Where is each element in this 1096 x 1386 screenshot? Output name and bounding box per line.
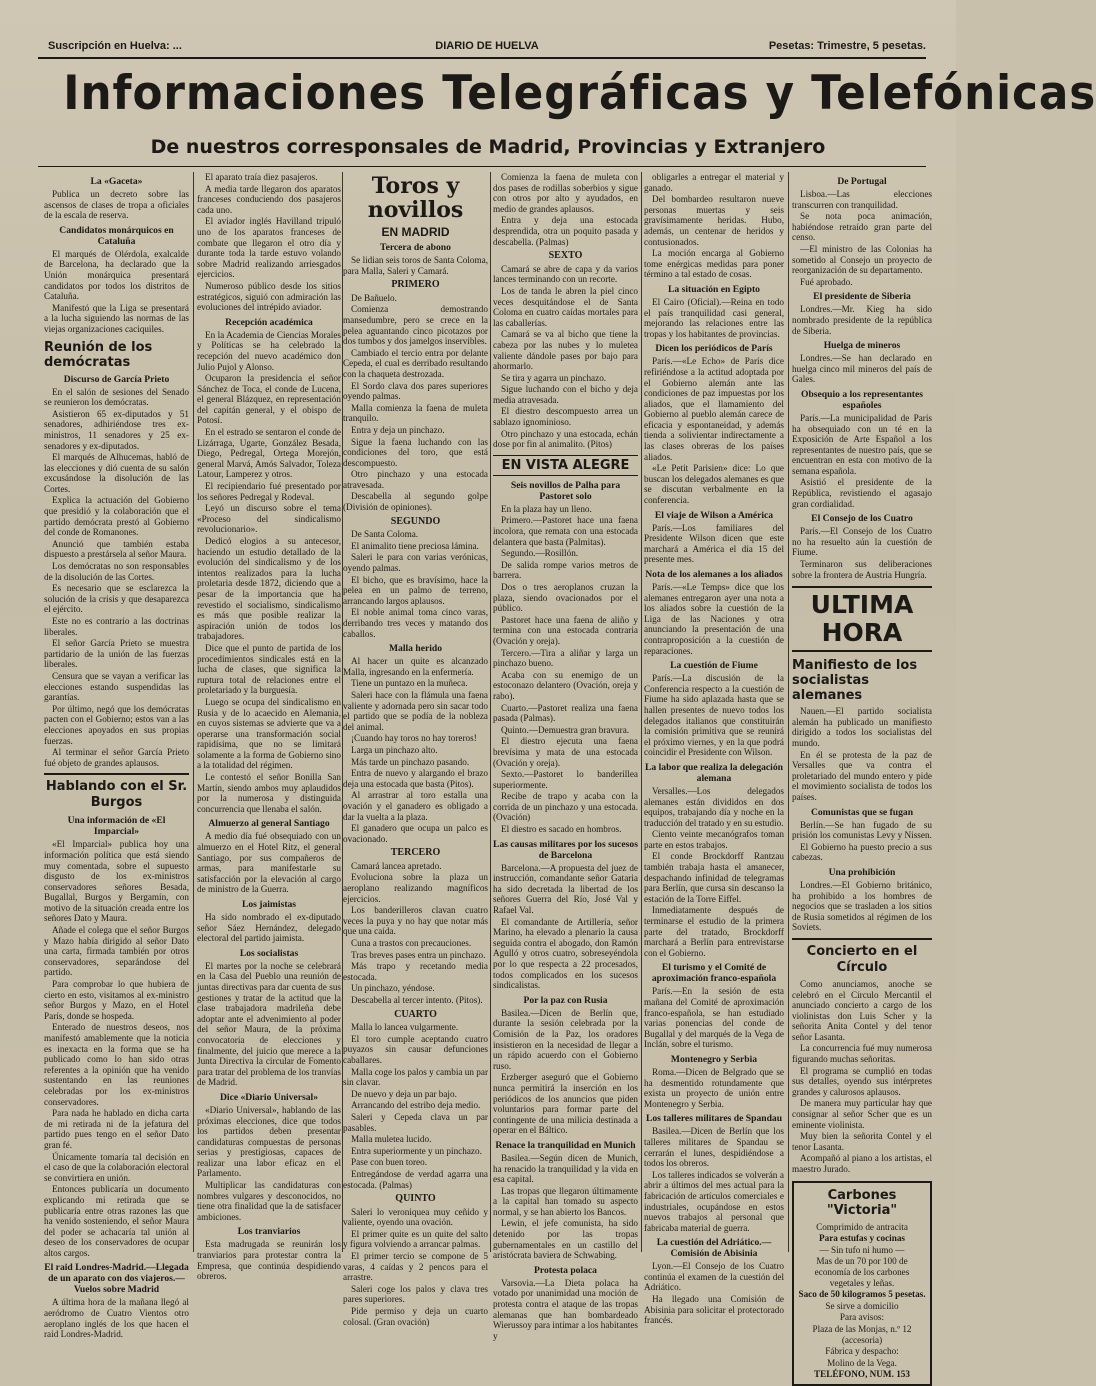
ad-line: — Sin tufo ni humo — [819, 1244, 905, 1255]
article-text: El programa se cumplió en todas sus detalles, oyendo sus intérpretes grandes y calurosos aplausos. [792, 1065, 932, 1097]
article-text: Otro pinchazo y una estocada atravesada. [343, 469, 488, 490]
article-text: Añade el colega que el señor Burgos y Mazo había dirigido al señor Dato una carta, firmada también por otros conservadores, separándose del partido. [44, 925, 189, 978]
ad-line: Mas de un 70 por 100 de economía de los carbones vegetales y leñas. [814, 1256, 910, 1288]
article-heading: El presidente de Siberia [813, 291, 911, 303]
headline-rule [38, 166, 926, 167]
article-text: Asistieron 65 ex-diputados y 51 senadores, adhiriéndose tres ex-ministros, 11 senadores y 25 ex-senadores y ex-diputados. [44, 408, 189, 451]
column-rule [490, 172, 491, 1252]
article-text: Manifestó que la Liga se presentará a la lucha siguiendo las normas de las viejas organizaciones caciquiles. [44, 302, 189, 334]
article-heading: Reunión de los demócratas [44, 339, 153, 370]
article-text: París.—En la sesión de esta mañana del Comité de aproximación franco-española, se han estudiado varias ponencias del conde de Bugallal y del marqués de la Vega de Inclán, sobre el turismo. [644, 986, 784, 1050]
article-heading: El raid Londres-Madrid.—Llegada de un aparato con dos viajeros.—Vuelos sobre Madrid [44, 1262, 189, 1296]
article-text: Esta madrugada se reunirán los tranviarios para protestar contra la Empresa, que continúa despidiendo obreros. [197, 1239, 341, 1282]
article-text: Londres.—El Gobierno británico, ha prohibido a los hombres de negocios que se trasladen a los sitios de Rusia sometidos al régimen de los Soviets. [792, 879, 932, 933]
article-heading: Los tranviarios [237, 1226, 301, 1238]
article-text: El martes por la noche se celebrará en la Casa del Pueblo una reunión de juntas directivas para dar cuenta de sus gestiones y tratar de la actitud que la clase trabajadora madrileña debe adoptar ante el advenimiento al poder del señor Maura, de la próxima convocatoria de elecciones y finalmente, del juicio que merece a la Junta Directiva la circular de Fomento para tratar del problema de los tranvías de Madrid. [197, 960, 341, 1088]
article-text: Anunció que también estaba dispuesto a prestársela al señor Maura. [44, 538, 189, 560]
bull-number: PRIMERO [391, 279, 440, 291]
article-text: Saleri le para con varias verónicas, oyendo palmas. [343, 552, 488, 574]
article-text: Segundo.—Rosillón. [501, 548, 579, 559]
article-text: Londres.—Mr. Kieg ha sido nombrado presidente de la república de Siberia. [792, 304, 932, 336]
article-text: El marqués de Alhucemas, habló de las elecciones y dió cuenta de su salón excusándose la disolución de las Cortes. [44, 452, 189, 494]
article-heading: Recepción académica [225, 316, 313, 328]
article-text: Basilea.—Dicen de Berlín que, durante la sesión celebrada por la Comisión de la Paz, los oradores insistieron en la necesidad de llegar a un rápido acuerdo con el Gobierno ruso. [493, 1007, 638, 1071]
article-text: Más tarde un pinchazo pasando. [351, 756, 470, 767]
article-text: Pase con buen toreo. [351, 1157, 428, 1168]
article-text: «Diario Universal», hablando de las próximas elecciones, dice que todos los partidos deben presentar candidaturas compuestas de personas serias y prestigiosas, capaces de realizar una labor eficaz en el Parlamento. [197, 1104, 341, 1179]
article-text: Barcelona.—A propuesta del juez de instrucción, comandante señor Gataria ha sido decretada la libertad de los señores Guerra del Río, José Val y Rafael Val. [493, 862, 638, 916]
article-heading: Dice «Diario Universal» [219, 1091, 319, 1103]
article-heading: La cuestión del Adriático.—Comisión de Abisinia [656, 1237, 772, 1260]
column-2 [197, 172, 341, 1282]
article-heading: Renace la tranquilidad en Munich [495, 1139, 636, 1151]
price-note: Pesetas: Trimestre, 5 pesetas. [768, 40, 926, 52]
article-text: Camará se abre de capa y da varios lances terminando con un recorte. [493, 263, 638, 285]
article-text: Camará lancea apretado. [351, 860, 442, 871]
article-text: El Gobierno ha puesto precio a sus cabezas. [792, 841, 932, 863]
article-heading: Nota de los alemanes a los aliados [645, 569, 783, 580]
bull-number: TERCERO [390, 847, 441, 859]
article-text: Ocuparon la presidencia el señor Sánchez de Toca, el conde de Lucena, el general Blázquez, en representación del capitán general, y el obispo de Potosí. [197, 373, 341, 426]
article-heading: Los jaimistas [241, 899, 297, 910]
article-text: Enterado de nuestros deseos, nos manifestó amablemente que la noticia es inexacta en la forma que se ha publicado como lo han sido otras referentes a la opinión que ha venido sustentando en las reuniones celebradas por los ex-ministros conservadores. [44, 1022, 189, 1107]
article-text: Sigue luchando con el bicho y deja media atravesada. [493, 384, 638, 405]
article-text: El bicho, que es bravísimo, hace la pelea en un palmo de terreno, arrancando largos aplausos. [343, 574, 488, 606]
article-heading: La cuestión de Fiume [670, 660, 758, 672]
article-text: Leyó un discurso sobre el tema «Proceso del sindicalismo revolucionario». [197, 503, 341, 535]
article-text: El recipiendario fué presentado por los señores Pedregal y Rodeval. [197, 481, 341, 502]
column-4 [493, 172, 638, 1341]
article-text: Los banderilleros clavan cuatro veces la puya y no hay que notar más que una caída. [343, 905, 488, 937]
article-text: Inmediatamente después de terminarse el estudio de la primera parte del tratado, Brockdorff marchará a Berlín para entrevistarse con el Gobierno. [644, 905, 784, 958]
article-heading: Malla herido [388, 643, 443, 655]
article-text: El ganadero que ocupa un palco es ovacionado. [343, 823, 488, 844]
column-6 [792, 172, 932, 1380]
article-text: Camará se va al bicho que tiene la cabeza por las nubes y lo muletea valiente dándole pases por bajo para ahormarlo. [493, 329, 638, 372]
article-text: Las tropas que llegaron últimamente a la capital han tomado su aspecto normal, y se han abierto los Bancos. [493, 1185, 638, 1217]
article-text: Saleri lo veroniquea muy ceñido y valiente, oyendo una ovación. [343, 1206, 488, 1228]
article-heading: Los socialistas [239, 947, 299, 959]
article-text: Se nota poca animación, habiéndose retraído gran parte del censo. [792, 211, 932, 243]
article-heading: De Portugal [837, 176, 887, 187]
article-text: Saleri coge los palos y clava tres pares superiores. [343, 1283, 488, 1305]
article-text: Acompañó al piano a los artistas, el maestro Jurado. [792, 1153, 932, 1174]
article-text: Evoluciona sobre la plaza un aeroplano realizando magníficos ejercicios. [343, 872, 488, 904]
article-text: Al hacer un quite es alcanzado Malla, ingresando en la enfermería. [343, 656, 488, 677]
article-text: En la Academia de Ciencias Morales y Políticas se ha celebrado la recepción del nuevo académico don Julio Pujol y Alonso. [197, 329, 341, 372]
article-text: Para comprobar lo que hubiera de cierto en esto, visitamos al ex-ministro señor Burgos y Mazo, en el Hotel París, donde se hospeda. [44, 979, 189, 1021]
article-text: Un pinchazo, yéndose. [351, 983, 435, 994]
section-heading: EN MADRID [381, 225, 450, 239]
article-text: Le contestó el señor Bonilla San Martín, siendo ambos muy aplaudidos por la numerosa y distinguida concurrencia que llenaba el salón. [197, 772, 341, 814]
article-heading: Seis novillos de Palha para Pastoret solo [510, 479, 621, 502]
article-heading: La «Gaceta» [90, 176, 143, 187]
article-text: Ha llegado una Comisión de Abisinia para solicitar el protectorado francés. [644, 1294, 784, 1326]
article-heading: Concierto en el Círculo [792, 938, 932, 976]
article-text: A media tarde llegaron dos aparatos franceses conduciendo dos pasajeros cada uno. [197, 183, 341, 215]
article-text: Cuarto.—Pastoret realiza una faena pasada (Palmas). [493, 702, 638, 724]
article-text: Terminaron sus deliberaciones sobre la frontera de Austria Hungría. [792, 559, 932, 580]
article-text: Numeroso público desde los sitios estratégicos, siguió con admiración las evoluciones del intrépido aviador. [197, 280, 341, 313]
article-heading: Protesta polaca [534, 1264, 597, 1276]
article-subheading: Una información de «El Imparcial» [67, 815, 166, 838]
ad-line: Saco de 50 kilogramos 5 pesetas. [798, 1289, 926, 1300]
article-text: Pastoret hace una faena de aliño y termina con una estocada contraria (Ovación y oreja). [493, 614, 638, 646]
article-text: Los demócratas no son responsables de la disolución de las Cortes. [44, 561, 189, 582]
article-text: Erzberger aseguró que el Gobierno nunca permitirá la inserción en los periódicos de los anuncios que piden voluntarios para formar parte del contingente de una milicia destinada a operar en el Báltico. [493, 1072, 638, 1136]
section-heading: EN VISTA ALEGRE [493, 455, 638, 476]
column-rule [641, 172, 642, 1252]
article-heading: Por la paz con Rusia [523, 994, 608, 1006]
article-heading: Tercera de abono [380, 242, 451, 253]
bull-number: SEGUNDO [390, 515, 441, 527]
masthead [48, 40, 926, 56]
ad-line: Comprimido de antracita [816, 1221, 908, 1232]
article-heading: La labor que realiza la delegación alemana [645, 761, 783, 784]
article-text: El aviador inglés Havilland tripuló uno de los aparatos franceses de combate que llegaron el otro día y durante toda la tarde estuvo volando sobre Madrid realizando arriesgados ejercicios. [197, 216, 341, 280]
article-text: La concurrencia fué muy numerosa figurando muchas señoritas. [792, 1043, 932, 1065]
article-text: Larga un pinchazo alto. [351, 744, 438, 755]
article-text: El Sordo clava dos pares superiores oyendo palmas. [343, 380, 488, 402]
article-text: Censura que se vayan a verificar las elecciones estando suspendidas las garantías. [44, 670, 189, 703]
article-text: Lisboa.—Las elecciones transcurren con tranquilidad. [792, 189, 932, 210]
article-text: Este no es contrario a las doctrinas liberales. [44, 616, 189, 637]
article-text: El noble animal toma cinco varas, derribando tres veces y matando dos caballos. [343, 607, 488, 639]
article-text: En la plaza hay un lleno. [501, 503, 592, 514]
article-text: A medio día fué obsequiado con un almuerzo en el Hotel Ritz, el general Santiago, por sus compañeros de armas, para manifestarle su satisfacción por la elevación al cargo de ministro de la Guerra. [197, 831, 341, 895]
column-5 [644, 172, 784, 1326]
article-text: Saleri hace con la flámula una faena valiente y adornada pero sin sacar todo el partido que se podía de la nobleza del animal. [343, 689, 488, 732]
article-text: Entregándose de verdad agarra una estocada. (Palmas) [343, 1168, 488, 1190]
article-text: ¡Cuando hay toros no hay toreros! [351, 733, 477, 744]
article-text: Cambiado el tercio entra por delante Cepeda, el cual es derribado resultando con la chaqueta destrozada. [343, 347, 488, 379]
article-text: La moción encarga al Gobierno tome enérgicas medidas para poner término a tal estado de cosas. [644, 248, 784, 280]
article-heading: Candidatos monárquicos en Cataluña [59, 224, 174, 247]
coal-advertisement [792, 1181, 932, 1386]
article-text: De salida rompe varios metros de barrera. [493, 559, 638, 581]
ad-line: Molino de la Vega. [827, 1357, 897, 1368]
article-text: El diestro ejecuta una faena brevísima y mata de una estocada (Ovación y oreja). [493, 736, 638, 768]
article-text: En él se protesta de la paz de Versalles que va contra el proletariado del mundo entero y pide el movimiento socialista de todos los países. [792, 749, 932, 802]
article-heading: Las causas militares por los sucesos de Barcelona [493, 838, 638, 861]
article-text: Lyon.—El Consejo de los Cuatro continúa el examen de la cuestión del Adriático. [644, 1261, 784, 1293]
newspaper-name: DIARIO DE HUELVA [435, 40, 539, 52]
article-text: Luego se ocupa del sindicalismo en Rusia y de lo acaecido en Alemania, en cuyos sistemas se advierte que va a operarse una transformación social rapidísima, que no se limitará solamente a la forma de Gobierno sino a la totalidad del régimen. [197, 696, 341, 771]
article-text: Cuna a trastos con precauciones. [351, 938, 472, 949]
article-text: Se tira y agarra un pinchazo. [501, 372, 607, 383]
article-text: Entra y deja una estocada desprendida, otra un poquito pasada y descabella. (Palmas) [493, 215, 638, 247]
article-text: El comandante de Artillería, señor Marino, ha elevado a plenario la causa seguida contra el abogado, don Ramón Agulló y otros cuatro, sobreseyéndola por lo que respecta a 22 procesados, todos complicados en los sucesos sindicalistas. [493, 916, 638, 991]
article-text: Arrancando del estribo deja medio. [351, 1100, 481, 1111]
article-text: obligarles a entregar el material y ganado. [644, 172, 784, 193]
article-text: Fué aprobado. [800, 276, 853, 287]
article-text: El señor García Prieto se muestra partidario de la unión de las fuerzas liberales. [44, 638, 189, 670]
bull-number: SEXTO [548, 250, 583, 262]
article-text: Comienza demostrando mansedumbre, pero se crece en la pelea aguantando cinco picotazos por dos tumbos y dos jamelgos inservibles. [343, 304, 488, 347]
article-text: El Cairo (Oficial).—Reina en todo el país tranquilidad casi general, mejorando las relaciones entre las tropas y los habitantes de provincias. [644, 296, 784, 339]
article-text: A última hora de la mañana llegó al aeródromo de Cuatro Vientos otro aeroplano inglés de los que hacen el raid Londres-Madrid. [44, 1297, 189, 1340]
article-text: El primer tercio se compone de 5 varas, 4 caídas y 2 pencos para el arrastre. [343, 1251, 488, 1283]
article-heading: El turismo y el Comité de aproximación franco-española [651, 962, 777, 985]
ad-line: Se sirve a domicilio [825, 1300, 899, 1311]
article-text: El diestro es sacado en hombros. [501, 824, 622, 835]
column-rule [193, 172, 194, 1252]
article-text: Entra de nuevo y alargando el brazo deja una estocada que basta (Pitos). [343, 768, 488, 789]
article-text: Roma.—Dicen de Belgrado que se ha desmentido rotundamente que exista un proyecto de unión entre Montenegro y Serbia. [644, 1066, 784, 1109]
subscription-note: Suscripción en Huelva: ... [48, 40, 182, 52]
last-hour-banner: ULTIMA HORA [792, 586, 932, 652]
article-text: París.—«Le Echo» de París dice refiriéndose a la actitud adoptada por el Gobierno alemán ante las condiciones de paz impuestas por los aliados, que el llamamiento del Gobierno al pueblo alemán carece de eficacia y espontaneidad, y además tienda a solivientar indirectamente a las clases obreras de los países aliados. [644, 356, 784, 462]
article-heading: El viaje de Wilson a América [654, 509, 774, 521]
article-text: Dos o tres aeroplanos cruzan la plaza, siendo ovacionados por el público. [493, 582, 638, 614]
article-text: Comienza la faena de muleta con dos pases de rodillas soberbios y sigue con otros por alto y ayudados, en medio de grandes aplausos. [493, 172, 638, 214]
column-1 [44, 172, 189, 1340]
sub-headline: De nuestros corresponsales de Madrid, Provincias y Extranjero [150, 136, 826, 158]
article-text: Muy bien la señorita Contel y el tenor Lasanta. [792, 1131, 932, 1152]
article-heading: Comunistas que se fugan [810, 806, 914, 818]
article-text: Por último, negó que los demócratas pacten con el Gobierno; estos van a las elecciones apoyados en sus propias fuerzas. [44, 703, 189, 746]
article-text: El conde Brockdorff Rantzau también trabaja hasta el amanecer, despachando infinidad de telegramas para Berlín, que cursa sin descanso la estación de la Torre Eiffel. [644, 851, 784, 904]
article-text: Basilea.—Según dicen de Munich, ha renacido la tranquilidad y la vida en esa capital. [493, 1152, 638, 1185]
article-text: Multiplicar las candidaturas con nombres vulgares y desconocidos, no tiene otra finalidad que la de satisfacer ambiciones. [197, 1180, 341, 1222]
article-text: Otro pinchazo y una estocada, echán dose por fin al animalito. (Pitos) [493, 428, 638, 450]
article-text: París.—La municipalidad de París ha obsequiado con un té en la Exposición de Arte Español a los representantes de nuestro país, que se encuentran en esta con motivo de la semana española. [792, 412, 932, 476]
article-text: Es necesario que se esclarezca la solución de la crisis y que desaparezca el ejército. [44, 583, 189, 615]
article-text: Berlín.—Se han fugado de su prisión los comunistas Levy y Nissen. [792, 819, 932, 841]
article-text: De Bañuelo. [351, 292, 397, 303]
article-text: Dedicó elogios a su antecesor, haciendo un estudio detallado de la evolución del sindicalismo y de los intentos realizados para la lucha proletaria desde 1872, diciendo que a pesar de la importancia que ha revestido el socialismo, sindicalismo es más que posible realizar la aspiración unión de todos los trabajadores. [197, 536, 341, 642]
article-text: Malla coge los palos y cambia un par sin clavar. [343, 1066, 489, 1088]
article-text: Al arrastrar al toro estalla una ovación y el ganadero es obligado a dar la vuelta a la plaza. [343, 790, 488, 822]
article-heading: Obsequio a los representantes españoles [801, 388, 923, 411]
article-text: Únicamente tomaría tal decisión en el caso de que la colaboración electoral se convirtiera en unión. [44, 1151, 189, 1183]
bull-number: QUINTO [395, 1193, 436, 1205]
article-text: El marqués de Olérdola, exalcalde de Barcelona, ha declarado que la Unión monárquica presentará candidatos por todos los distritos de Cataluña. [44, 248, 189, 302]
article-text: El aparato traía diez pasajeros. [205, 172, 318, 182]
article-text: Ciento veinte mecanógrafos toman parte en estos trabajos. [644, 829, 784, 850]
article-text: Londres.—Se han declarado en huelga cinco mil mineros del país de Gales. [792, 353, 932, 385]
article-text: Quinto.—Demuestra gran bravura. [501, 724, 630, 735]
article-text: Nauen.—El partido socialista alemán ha publicado un manifiesto dirigido a todos los socialistas del mundo. [792, 706, 932, 748]
article-text: —El ministro de las Colonias ha sometido al Consejo un proyecto de reorganización de su departamento. [792, 243, 932, 276]
article-text: Entra y deja un pinchazo. [351, 424, 445, 435]
article-text: De manera muy particular hay que consignar al señor Scher que es un eminente violinista. [792, 1098, 932, 1130]
article-text: Dice que el punto de partida de los procedimientos sindicales está en la lucha de clases, que significa la ruptura total de relaciones entre el proletariado y la burguesía. [197, 642, 341, 696]
article-text: París.—El Consejo de los Cuatro no ha resuelto aún la cuestión de Fiume. [792, 526, 932, 558]
article-heading: Manifiesto de los socialistas alemanes [792, 658, 918, 704]
article-text: Entonces publicaría un documento explicando mi retirada que se publicaría entre otras razones las que ha venido sosteniendo, el señor Maura del poder se achacaría tal unión al deseo de los conservadores de ocupar altos cargos. [44, 1184, 189, 1258]
article-text: Tras breves pases entra un pinchazo. [351, 949, 486, 960]
article-text: El toro cumple aceptando cuatro puyazos sin causar defunciones caballares. [343, 1033, 488, 1065]
article-text: Los talleres indicados se volverán a abrir a últimos del mes actual para la fabricación de artículos comerciales e industriales, ocupándose en estos nuevos trabajos al personal que fabricaba material de guerra. [644, 1169, 784, 1233]
article-text: El animalito tiene preciosa lámina. [351, 540, 479, 551]
article-text: El primer quite es un quite del salto y figura volviendo a arrancar palmas. [343, 1228, 488, 1250]
article-heading: Almuerzo al general Santiago [208, 818, 330, 830]
article-heading: Huelga de mineros [823, 340, 901, 352]
article-text: El diestro descompuesto arrea un sablazo ignominioso. [493, 406, 638, 428]
article-text: «Le Petit Parisien» dice: Lo que buscan los delegados alemanes es que se discutan verbalmente en la conferencia. [644, 463, 784, 506]
bullfight-headline: Toros y novillos [367, 173, 464, 223]
article-heading: Hablando con el Sr. Burgos [44, 773, 189, 811]
column-rule [788, 172, 789, 1252]
article-text: Explica la actuación del Gobierno que presidió y la colaboración que el partido demócrata prestó al Gobierno del conde de Romanones. [44, 495, 189, 538]
article-text: Asistió el presidente de la República, revistiendo el agasajo gran cordialidad. [792, 477, 932, 509]
article-heading: Los talleres militares de Spandau [645, 1113, 783, 1125]
article-text: Descabella al segundo golpe (División de opiniones). [343, 491, 488, 513]
ad-title: Carbones "Victoria" [826, 1187, 898, 1218]
article-text: Del bombardeo resultaron nueve personas muertas y seis gravísimamente heridas. Hubo, además, un centenar de heridos y contusionados. [644, 194, 784, 247]
ad-line: Fábrica y despacho: [825, 1346, 899, 1357]
article-text: Sigue la faena luchando con las condiciones del toro, que está descompuesto. [343, 436, 488, 468]
article-text: Basilea.—Dicen de Berlín que los talleres militares de Spandau se cerrarán el lunes, despidiéndose a todos los obreros. [644, 1126, 784, 1169]
article-text: Primero.—Pastoret hace una faena incolora, que remata con una estocada delantera que basta (Palmitas). [493, 515, 638, 547]
article-text: Lewin, el jefe comunista, ha sido detenido por las tropas gubernamentales en un castillo del aristócrata baviera de Schwabing. [493, 1218, 638, 1261]
article-heading: Dicen los periódicos de París [655, 343, 773, 355]
article-text: Saleri y Cepeda clava un par pasables. [343, 1111, 488, 1133]
article-heading: Una prohibición [828, 866, 896, 878]
article-text: Pide permiso y deja un cuarto colosal. (Gran ovación) [343, 1306, 488, 1327]
article-heading: La situación en Egipto [668, 283, 760, 295]
article-text: Al terminar el señor García Prieto fué objeto de grandes aplausos. [44, 747, 189, 768]
article-text: Varsovia.—La Dieta polaca ha votado por unanimidad una moción de protesta contra el ataque de las tropas alemanas que han bombardeado Wierussoy para intimar a los habitantes y [493, 1277, 638, 1341]
article-subheading: Discurso de García Prieto [63, 373, 170, 385]
article-text: En el salón de sesiones del Senado se reunieron los demócratas. [44, 386, 189, 408]
ad-line: Para avisos: [839, 1312, 885, 1323]
article-text: De nuevo y deja un par bajo. [351, 1088, 457, 1099]
article-text: Sexto.—Pastoret lo banderillea superiormente. [493, 769, 638, 790]
article-text: París.—Los familiares del Presidente Wilson dicen que este marchará a América el día 15 del presente mes. [644, 522, 784, 565]
masthead-rule [38, 57, 926, 59]
article-text: Versalles.—Los delegados alemanes están divididos en dos equipos, trabajando día y noche en la traducción del tratado y en su estudio. [644, 785, 784, 828]
article-text: Ha sido nombrado el ex-diputado señor Sáez Hernández, delegado electoral del partido jaimista. [197, 912, 341, 944]
article-text: Publica un decreto sobre las ascensos de clases de tropa a oficiales de la escala de reserva. [44, 189, 189, 221]
article-text: Recibe de trapo y acaba con la corrida de un pinchazo y una estocada. (Ovación) [493, 791, 638, 823]
article-text: Para nada he hablado en dicha carta de mi retirada ni de la jefatura del partido pues tengo en el señor Dato gran fé. [44, 1108, 189, 1150]
article-text: Tercero.—Tira a aliñar y larga un pinchazo bueno. [493, 647, 638, 669]
article-text: Tiene un puntazo en la muñeca. [351, 678, 468, 689]
ad-line: TELÉFONO, NUM. 153 [814, 1369, 910, 1380]
article-text: «El Imparcial» publica hoy una información política que está siendo muy comentada, sobre el supuesto disgusto de los ex-ministros conservadores señores Besada, Bugallal, Burgos y Bergamín, con motivo de la situación creada entre los señores Dato y Maura. [44, 839, 189, 924]
article-text: París.—La discusión de la Conferencia respecto a la cuestión de Fiume ha sido aplazada hasta que se hallen presentes de nuevo todos los delegados italianos que constituirán la comisión primitiva que se reunirá el próximo viernes, y en la que podrá coincidir el Presidente con Wilson. [644, 673, 784, 758]
article-text: Se lidian seis toros de Santa Coloma, para Malla, Saleri y Camará. [343, 255, 488, 276]
article-text: Entra superiormente y un pinchazo. [351, 1145, 482, 1156]
article-text: Acaba con su enemigo de un estoconazo delantero (Ovación, oreja y rabo). [493, 669, 638, 701]
article-text: En el estrado se sentaron el conde de Lizárraga, Ugarte, González Besada, Diego, Pedregal, Ortega Morejón, general Marvá, Amós Salvador, Toleza Latour, Lamperez y otros. [197, 427, 341, 480]
article-text: Como anunciamos, anoche se celebró en el Círculo Mercantil el anunciado concierto a cargo de los violinistas don Luis Scher y la señorita Anita Contel y del tenor señor Lasanta. [792, 978, 932, 1042]
main-headline: Informaciones Telegráficas y Telefónicas [63, 66, 1096, 121]
article-text: París.—«Le Temps» dice que los alemanes entregaron ayer una nota a los aliados sobre la cuestión de la Liga de las Naciones y otra anunciando la presentación de una contraproposición a la cuestión de reparaciones. [644, 582, 784, 656]
bull-number: CUARTO [394, 1008, 437, 1020]
column-3 [343, 172, 489, 1327]
ad-line: Para estufas y cocinas [819, 1233, 905, 1244]
article-heading: Montenegro y Serbia [670, 1053, 758, 1065]
article-text: Malla comienza la faena de muleta tranquilo. [343, 402, 488, 424]
article-text: Los de tanda le abren la piel cinco veces desquitándose el de Santa Coloma en cuatro caídas mortales para las caballerías. [493, 285, 638, 328]
article-text: De Santa Coloma. [351, 529, 419, 540]
article-text: Descabella al tercer intento. (Pitos). [351, 995, 483, 1005]
article-text: Más trapo y recetando media estocada. [343, 961, 488, 982]
article-heading: El Consejo de los Cuatro [811, 513, 913, 525]
article-text: Malla muletea lucido. [351, 1134, 432, 1145]
ad-line: Plaza de las Monjas, n.º 12 (accesoria) [812, 1323, 912, 1345]
article-text: Malla lo lancea vulgarmente. [351, 1022, 459, 1033]
